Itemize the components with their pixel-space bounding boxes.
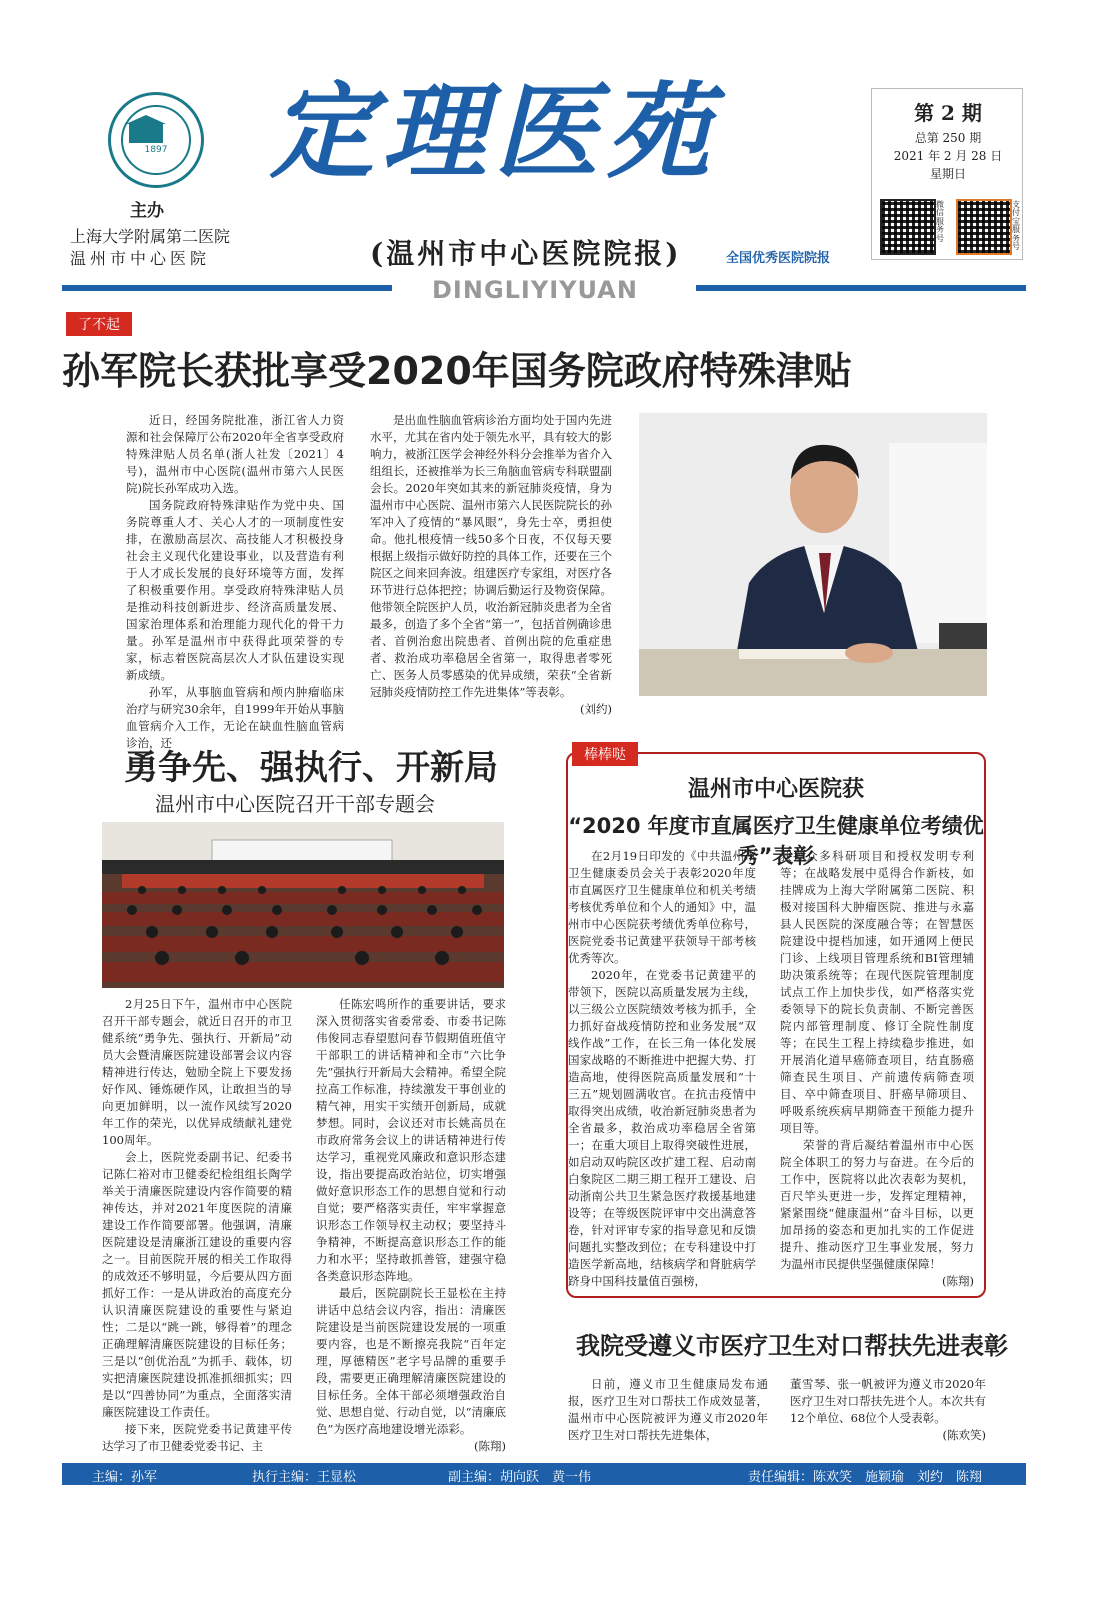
article2-subheadline: 温州市中心医院召开干部专题会 (155, 792, 435, 816)
issue-total: 总第 250 期 (914, 131, 982, 145)
paragraph: 国务院政府特殊津贴作为党中央、国务院尊重人才、关心人才的一项制度性安排，在激励高层次、高技能人才积极投身社会主义现代化建设事业，以及营造有利于人才成长发展的良好环境等方面，发挥了积极重要作用。享受政府特殊津贴人员是推动科技创新进步、经济高质量发展、国家治理体系和治理能力现代化的骨干力量。孙军是温州市中获得此项荣誉的专家，标志着医院高层次人才队伍建设实现新成绩。 (126, 498, 344, 682)
article3-column-2 (780, 848, 974, 1290)
footer-editor: 主编：孙军 (92, 1470, 158, 1485)
newspaper-pinyin: DINGLIYIYUAN (432, 276, 638, 304)
masthead-divider-left (62, 285, 392, 291)
issue-info-box (871, 88, 1023, 260)
article3-column-1 (568, 848, 756, 1290)
paragraph: 获批众多科研项目和授权发明专利等；在战略发展中觅得合作新枝，如挂牌成为上海大学附属第二医院、积极对接国科大肿瘤医院、推进与永嘉县人民医院的深度融合等；在智慧医院建设中提档加速，如开通网上便民门诊、上线项目管理系统和BI管理辅助决策系统等；在现代医院管理制度试点工作上加快步伐，如严格落实党委领导下的院长负责制、不断完善医院内部管理制度、修订全院性制度等；在民生工程上持续稳步推进，如开展消化道早癌筛查项目，结直肠癌筛查民生项目、产前遗传病筛查项目、卒中筛查项目、肝癌早筛项目、呼吸系统疾病早期筛查干预能力提升项目等。 (780, 849, 974, 1135)
issue-date: 2021 年 2 月 28 日 (893, 149, 1003, 163)
newspaper-title: 定理医苑 (270, 70, 719, 193)
article1-signature: (刘约) (580, 702, 612, 716)
paragraph: 任陈宏鸣所作的重要讲话，要求深入贯彻落实省委常委、市委书记陈伟俊同志春望慰问春节假期值班值守干部职工的讲话精神和全市“六比争先”强执行开新局大会精神。希望全院拉高工作标准，持续激发干事创业的精气神，用实干实绩开创新局，成就梦想。同时，会议还对市长姚高员在市政府常务会议上的讲话精神进行传达学习，重视党风廉政和意识形态建设，指出要提高政治站位，切实增强做好意识形态工作的思想自觉和行动自觉；要严格落实责任，牢牢掌握意识形态工作领导权主动权；要坚持斗争精神，不断提高意识形态工作的能力和水平；坚持敢抓善管，建强守稳各类意识形态阵地。 (316, 997, 506, 1283)
logo-year: 1897 (144, 145, 168, 155)
article3-headline-line-1: 温州市中心医院获 (687, 777, 864, 802)
paragraph: 是出血性脑血管病诊治方面均处于国内先进水平，尤其在省内处于领先水平，具有较大的影响力，被浙江医学会神经外科分会推举为省介入组组长，还被推举为长三角脑血管病专科联盟副会长。2020年突如其来的新冠肺炎疫情，身为温州市中心医院、温州市第六人民医院院长的孙军冲入了疫情的“暴风眼”，身先士卒，勇担使命。他扎根疫情一线50多个日夜，不仅每天要根据上级指示做好防控的具体工作，还要在三个院区之间来回奔波。组建医疗专家组，对医疗各环节进行总体把控；协调后勤运行及物资保障。他带领全院医护人员，收治新冠肺炎患者为全省最多，创造了多个全省“第一”，包括首例确诊患者、首例治愈出院患者、首例出院的危重症患者、救治成功率稳居全省第一，取得患者零死亡、医务人员零感染的优异成绩，荣获“全省新冠肺炎疫情防控工作先进集体”等表彰。 (370, 413, 612, 699)
host-label: 主办 (130, 201, 164, 221)
article4-headline: 我院受遵义市医疗卫生对口帮扶先进表彰 (576, 1332, 1008, 1360)
alipay-qr-label: 支付宝服务号 (1012, 200, 1020, 251)
host-name-1: 上海大学附属第二医院 (70, 227, 231, 246)
article1-column-2 (370, 412, 612, 718)
article4-signature: (陈欢笑) (942, 1428, 986, 1442)
newspaper-award-tag: 全国优秀医院院报 (726, 251, 831, 266)
section-tag: 了不起 (66, 312, 132, 336)
portrait-photo (639, 413, 987, 696)
issue-weekday: 星期日 (929, 167, 966, 181)
paragraph: 孙军，从事脑血管病和颅内肿瘤临床治疗与研究30余年，自1999年开始从事脑血管病介入工作，无论在缺血性脑血管病诊治，还 (126, 685, 344, 750)
footer-exec-editor: 执行主编：王显松 (252, 1470, 357, 1485)
article1-column-1 (126, 412, 344, 752)
masthead-divider-right (696, 285, 1026, 291)
host-name-2: 温州市中心医院 (70, 249, 211, 268)
article2-column-2 (316, 996, 506, 1455)
article3-signature: (陈翔) (942, 1274, 974, 1288)
paragraph: 2020年，在党委书记黄建平的带领下，医院以高质量发展为主线，以三级公立医院绩效考核为抓手，全力抓好奋战疫情防控和业务发展“双线作战”工作，在长三角一体化发展国家战略的不断推进中把握大势、打造高地，使得医院高质量发展和“十三五”规划圆满收官。在抗击疫情中取得突出成绩，收治新冠肺炎患者为全省最多，救治成功率稳居全省第一；在重大项目上取得突破性进展，如启动双屿院区改扩建工程、启动南白象院区二期三期工程开工建设、启动浙南公共卫生紧急医疗救援基地建设等；在等级医院评审中交出满意答卷，针对评审专家的指导意见和反馈问题扎实整改到位；在专科建设中打造医学新高地，结核病学和肾脏病学跻身中国科技量值百强榜， (568, 968, 756, 1288)
footer-duty-editors: 责任编辑：陈欢笑 施颖瑜 刘约 陈翔 (748, 1470, 983, 1485)
wechat-qr-code (880, 199, 936, 255)
paragraph: 在2月19日印发的《中共温州市卫生健康委员会关于表彰2020年度市直属医疗卫生健康单位和机关考绩考核优秀单位和个人的通知》中，温州市中心医院获考绩优秀单位称号，医院党委书记黄建平获领导干部考核优秀等次。 (568, 849, 756, 965)
paragraph: 最后，医院副院长王显松在主持讲话中总结会议内容，指出：清廉医院建设是当前医院建设发展的一项重要内容，也是不断擦亮我院“百年定理，厚德精医”老字号品牌的重要手段，需要更正确理解清廉医院建设的目标任务。全体干部必须增强政治自觉、思想自觉、行动自觉，以“清廉底色”为医疗高地建设增光添彩。 (316, 1286, 506, 1436)
wechat-qr-label: 微信服务号 (936, 200, 944, 243)
alipay-qr-code (956, 199, 1012, 255)
article3-headline-line-2: “2020 年度市直属医疗卫生健康单位考绩优秀”表彰 (568, 814, 984, 868)
article4-column-1 (568, 1376, 768, 1444)
article1-headline: 孙军院长获批享受2020年国务院政府特殊津贴 (62, 349, 852, 393)
article2-signature: (陈翔) (474, 1439, 506, 1453)
meeting-hall-photo (102, 822, 504, 988)
article4-column-2 (790, 1376, 986, 1444)
section-tag: 棒棒哒 (572, 742, 638, 766)
paragraph: 接下来，医院党委书记黄建平传达学习了市卫健委党委书记、主 (102, 1422, 292, 1453)
hospital-logo (108, 92, 204, 188)
paragraph: 日前，遵义市卫生健康局发布通报，医疗卫生对口帮扶工作成效显著，温州市中心医院被评为遵义市2020年医疗卫生对口帮扶先进集体， (568, 1377, 768, 1442)
article2-column-1 (102, 996, 292, 1455)
paragraph: 董雪琴、张一帆被评为遵义市2020年医疗卫生对口帮扶先进个人。本次共有12个单位、68位个人受表彰。 (790, 1377, 986, 1425)
paragraph: 近日，经国务院批准，浙江省人力资源和社会保障厅公布2020年全省享受政府特殊津贴人员名单(浙人社发〔2021〕4号)，温州市中心医院(温州市第六人民医院)院长孙军成功入选。 (126, 413, 344, 495)
editorial-footer (62, 1463, 1026, 1485)
footer-deputy-editor: 副主编：胡向跃 黄一伟 (448, 1470, 592, 1485)
newspaper-subtitle: (温州市中心医院院报) (370, 237, 682, 270)
issue-number: 第 2 期 (914, 101, 982, 125)
article2-headline: 勇争先、强执行、开新局 (124, 748, 498, 788)
paragraph: 会上，医院党委副书记、纪委书记陈仁裕对市卫健委纪检组组长陶学举关于清廉医院建设内容作简要的精神传达，并对2021年度医院的清廉建设工作作简要部署。他强调，清廉医院建设是清廉浙江建设的重要内容之一。目前医院开展的相关工作取得的成效还不够明显，今后要从四方面抓好工作：一是从讲政治的高度充分认识清廉医院建设的重要性与紧迫性；二是以“跳一跳，够得着”的理念正确理解清廉医院建设的目标任务；三是以“创优治乱”为抓手、载体，切实把清廉医院建设抓准抓细抓实；四是以“四善协同”为重点，全面落实清廉医院建设工作责任。 (102, 1150, 292, 1419)
paragraph: 2月25日下午，温州市中心医院召开干部专题会，就近日召开的市卫健系统“勇争先、强执行、开新局”动员大会暨清廉医院建设部署会议内容精神进行传达，勉励全院上下要发扬好作风、锤炼硬作风，让敢担当的导向更加鲜明，以一流作风续写2020年工作的荣光，以优异成绩献礼建党100周年。 (102, 997, 292, 1147)
paragraph: 荣誉的背后凝结着温州市中心医院全体职工的努力与奋进。在今后的工作中，医院将以此次表彰为契机，百尺竿头更进一步，发挥定理精神，紧紧围绕“健康温州”奋斗目标，以更加昂扬的姿态和更加扎实的工作促进提升、推动医疗卫生事业发展，努力为温州市民提供坚强健康保障！ (780, 1138, 974, 1271)
